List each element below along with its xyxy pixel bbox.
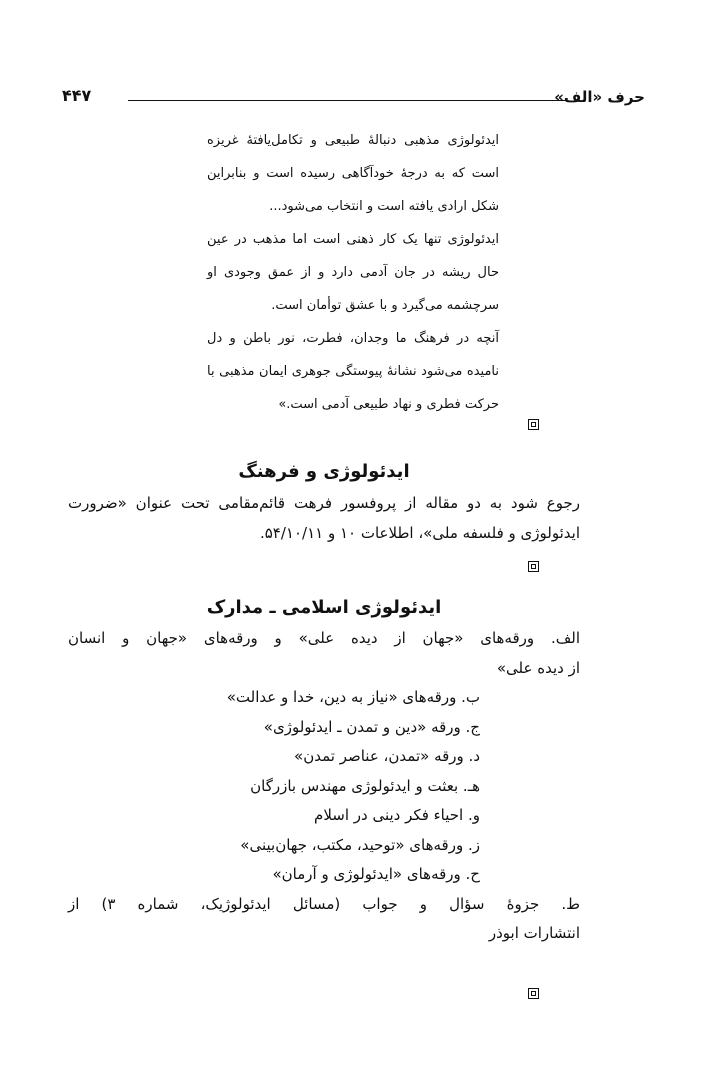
list-item: د. ورقه «تمدن، عناصر تمدن» bbox=[294, 747, 480, 765]
section-end-marker-icon bbox=[528, 988, 539, 999]
list-item: ط. جزوهٔ سؤال و جواب (مسائل ایدئولوژیک، شماره ۳) از bbox=[68, 894, 580, 913]
section-islamic-ideology-documents bbox=[68, 594, 580, 949]
list-item: از دیده علی» bbox=[496, 658, 580, 677]
page-number: ۴۴۷ bbox=[62, 86, 92, 105]
list-item: ب. ورقه‌های «نیاز به دین، خدا و عدالت» bbox=[226, 688, 480, 706]
list-item: الف. ورقه‌های «جهان از دیده علی» و ورقه‌های «جهان و انسان bbox=[68, 629, 580, 647]
section-heading: ایدئولوژی اسلامی ـ مدارک bbox=[206, 597, 442, 618]
running-header-title: حرف «الف» bbox=[554, 88, 645, 106]
list-item: هـ. بعثت و ایدئولوژی مهندس بازرگان bbox=[250, 776, 480, 795]
section-heading: ایدئولوژی و فرهنگ bbox=[238, 461, 410, 482]
section-end-marker-icon bbox=[528, 561, 539, 572]
list-item: ج. ورقه «دین و تمدن ـ ایدئولوژی» bbox=[263, 717, 480, 736]
quote-paragraph: ایدئولوژی تنها یک کار ذهنی است اما مذهب در عین حال ریشه در جان آدمی دارد و از عمق وجودی او سرچشمه می‌گیرد و با عشق توأمان است. bbox=[207, 232, 499, 313]
list-item: و. احیاء فکر دینی در اسلام bbox=[314, 806, 480, 824]
quote-paragraph: ایدئولوژی مذهبی دنبالهٔ طبیعی و تکامل‌یافتهٔ غریزه است که به درجهٔ خودآگاهی رسیده است و بنابراین شکل ارادی یافته است و انتخاب می‌شود... bbox=[207, 133, 499, 214]
list-item: انتشارات ابوذر bbox=[488, 924, 580, 942]
list-item: ح. ورقه‌های «ایدئولوژی و آرمان» bbox=[272, 865, 480, 883]
header-rule bbox=[128, 100, 568, 101]
section-ideology-culture bbox=[68, 458, 580, 548]
quote-paragraph: آنچه در فرهنگ ما وجدان، فطرت، نور باطن و دل نامیده می‌شود نشانهٔ پیوستگی جوهری ایمان مذهبی با حرکت فطری و نهاد طبیعی آدمی است.» bbox=[207, 331, 499, 412]
quote-block bbox=[207, 124, 499, 421]
section-body: رجوع شود به دو مقاله از پروفسور فرهت قائم‌مقامی تحت عنوان «ضرورت ایدئولوژی و فلسفه ملی»، اطلاعات ۱۰ و ۵۴/۱۰/۱۱. bbox=[68, 494, 580, 542]
list-item: ز. ورقه‌های «توحید، مکتب، جهان‌بینی» bbox=[240, 835, 480, 854]
section-end-marker-icon bbox=[528, 419, 539, 430]
